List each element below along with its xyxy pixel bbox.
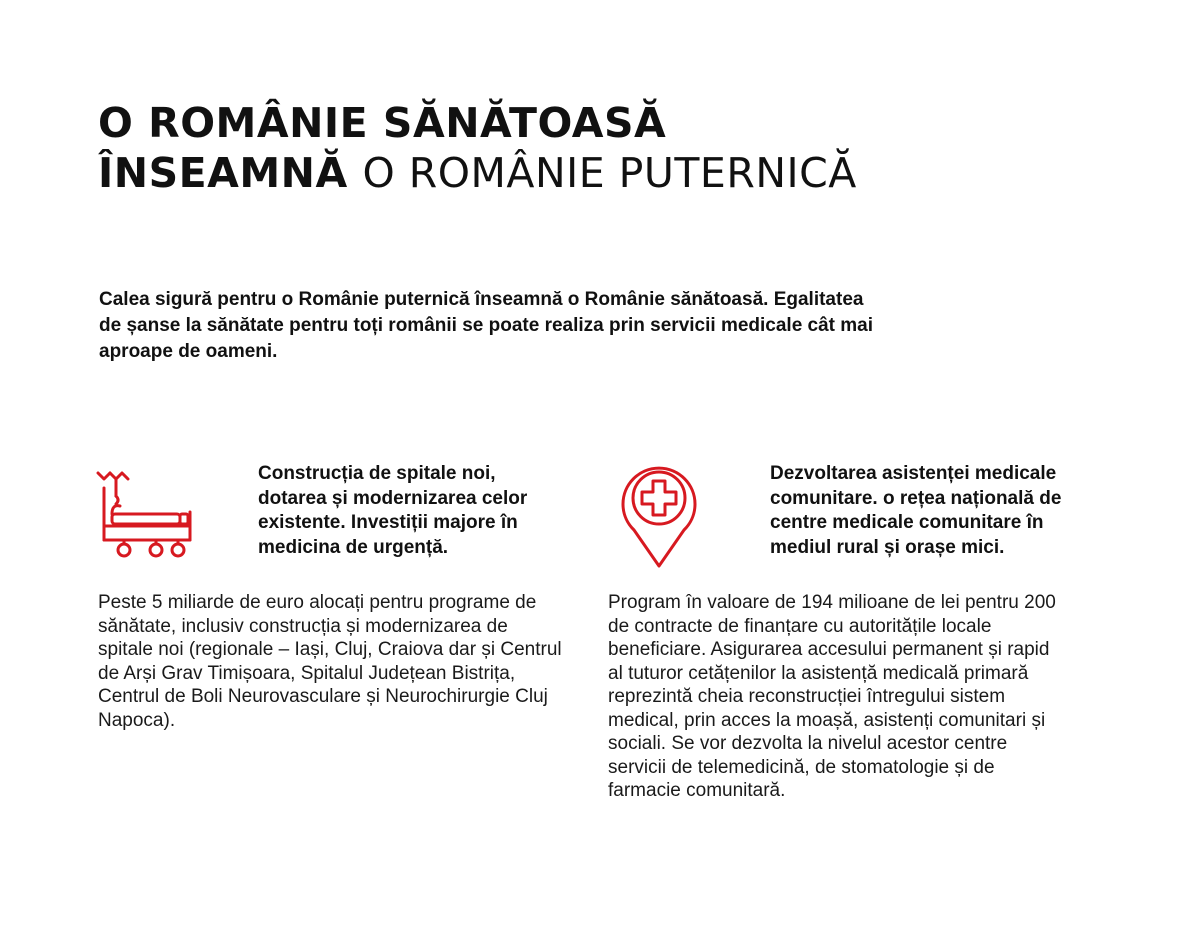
page-title (98, 98, 998, 198)
medical-location-pin-icon (620, 460, 698, 575)
title-line2-regular: O ROMÂNIE PUTERNICĂ (362, 149, 857, 197)
title-line2-bold: ÎNSEAMNĂ (98, 149, 348, 197)
section-body: Program în valoare de 194 milioane de lei pentru 200 de contracte de finanțare cu autoritățile locale beneficiare. Asigurarea accesului permanent și rapid al tuturor cetățenilor la asistență medicală primară reprezintă cheia reconstrucției întregului sistem medical, prin acces la moașă, asistenți comunitari și sociali. Se vor dezvolta la nivelul acestor centre servicii de telemedicină, de stomatologie și de farmacie comunitară. (608, 592, 1056, 801)
section-heading: Dezvoltarea asistenței medicale comunitare. o rețea națională de centre medicale comunitare în mediul rural și orașe mici. (770, 463, 1062, 558)
title-line1: O ROMÂNIE SĂNĂTOASĂ (98, 99, 667, 147)
section-body: Peste 5 miliarde de euro alocați pentru programe de sănătate, inclusiv construcția și modernizarea de spitale noi (regionale – Iași, Cluj, Craiova dar și Centrul de Arși Grav Timișoara, Spitalul Județean Bistrița, Centrul de Boli Neurovasculare și Neurochirurgie Cluj Napoca). (98, 592, 562, 731)
intro-paragraph: Calea sigură pentru o Românie puternică înseamnă o Românie sănătoasă. Egalitatea de șanse la sănătate pentru toți românii se poate realiza prin servicii medicale cât mai aproape de oameni. (99, 289, 874, 362)
section-heading: Construcția de spitale noi, dotarea și modernizarea celor existente. Investiții majore în medicina de urgență. (258, 463, 528, 558)
hospital-bed-icon (96, 466, 198, 567)
